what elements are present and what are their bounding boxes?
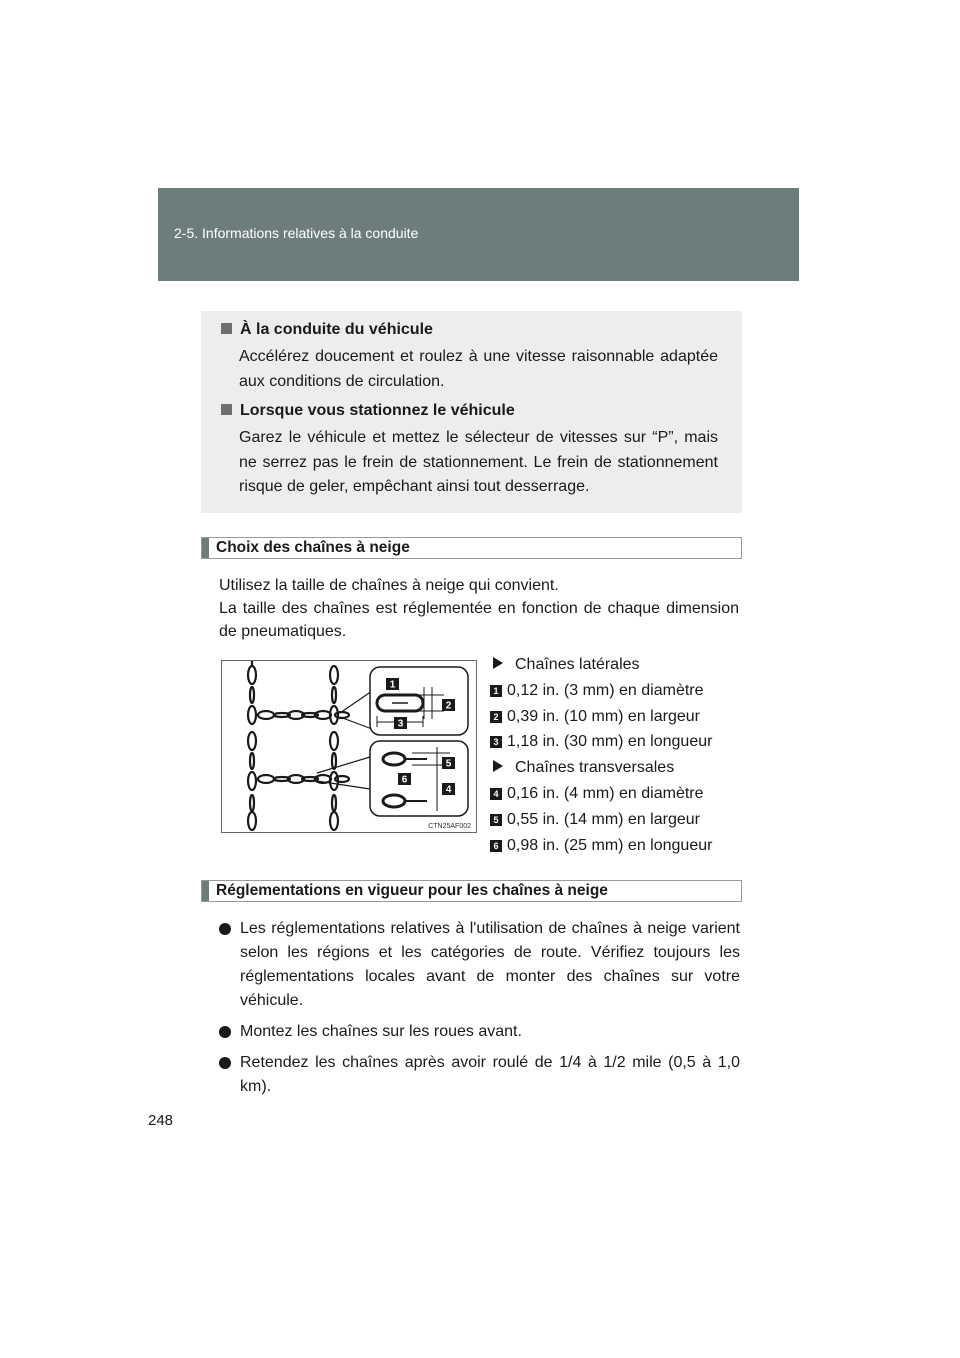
svg-text:4: 4 xyxy=(445,784,452,796)
info-text: Garez le véhicule et mettez le sélecteur de vitesses sur “P”, mais ne serrez pas le frein de stationnement. Le frein de stationnement risque de geler, empêchant ainsi tout desserrage. xyxy=(239,429,718,495)
intro-line-2: La taille des chaînes est réglementée en fonction de chaque dimension de pneumatiques. xyxy=(219,600,739,640)
spec-heading-text: Chaînes latérales xyxy=(515,656,640,673)
bullet-item xyxy=(219,917,740,1013)
bullet-item xyxy=(219,1051,740,1099)
spec-heading-side xyxy=(490,656,750,682)
number-badge: 3 xyxy=(490,736,502,748)
intro-line-1: Utilisez la taille de chaînes à neige qui convient. xyxy=(219,577,559,594)
figure-code: CTN25AF002 xyxy=(428,823,471,830)
triangle-bullet-icon xyxy=(493,657,503,669)
spec-list xyxy=(490,656,750,862)
round-bullet-icon xyxy=(219,1026,231,1038)
number-badge: 5 xyxy=(490,814,502,826)
cross-chain-bottom xyxy=(258,775,349,783)
svg-text:2: 2 xyxy=(445,700,452,712)
bullet-text: Montez les chaînes sur les roues avant. xyxy=(240,1023,522,1040)
spec-item xyxy=(490,837,750,863)
bullet-text: Retendez les chaînes après avoir roulé de 1/4 à 1/2 mile (0,5 à 1,0 km). xyxy=(240,1054,740,1095)
section-accent xyxy=(202,881,209,901)
square-bullet-icon xyxy=(221,404,232,415)
spec-item xyxy=(490,682,750,708)
section-header-band xyxy=(158,188,799,281)
info-heading xyxy=(221,402,718,420)
section-title-bar-regulations xyxy=(201,880,742,902)
regulation-bullets xyxy=(219,917,740,1106)
round-bullet-icon xyxy=(219,923,231,935)
info-box xyxy=(201,311,742,513)
spec-text: 0,98 in. (25 mm) en longueur xyxy=(507,836,713,854)
section-header-title: 2-5. Informations relatives à la conduite xyxy=(174,225,419,241)
section-title-bar-chains xyxy=(201,537,742,559)
cross-chain-top xyxy=(258,711,349,719)
bullet-text: Les réglementations relatives à l'utilisation de chaînes à neige varient selon les régions et les catégories de route. Vérifiez toujours les réglementations locales avant de monter des chaînes sur votre véhicule. xyxy=(240,920,740,1009)
info-item-driving xyxy=(221,321,718,394)
svg-text:3: 3 xyxy=(397,718,404,730)
spec-text: 0,16 in. (4 mm) en diamètre xyxy=(507,784,704,802)
info-text: Accélérez doucement et roulez à une vitesse raisonnable adaptée aux conditions de circulation. xyxy=(239,348,718,390)
number-badge: 6 xyxy=(490,840,502,852)
snow-chain-figure xyxy=(221,660,477,833)
number-badge: 2 xyxy=(490,711,502,723)
round-bullet-icon xyxy=(219,1057,231,1069)
svg-text:6: 6 xyxy=(401,774,408,786)
svg-text:1: 1 xyxy=(389,679,396,691)
info-heading-text: À la conduite du véhicule xyxy=(240,321,433,338)
info-heading xyxy=(221,321,718,339)
spec-item xyxy=(490,733,750,759)
info-item-parking xyxy=(221,402,718,500)
square-bullet-icon xyxy=(221,323,232,334)
snow-chain-illustration xyxy=(222,661,476,832)
section-title: Choix des chaînes à neige xyxy=(216,539,410,556)
bullet-item xyxy=(219,1020,740,1044)
spec-text: 0,12 in. (3 mm) en diamètre xyxy=(507,681,704,699)
page-number: 248 xyxy=(148,1112,174,1129)
spec-text: 0,39 in. (10 mm) en largeur xyxy=(507,707,700,725)
spec-item xyxy=(490,708,750,734)
svg-text:5: 5 xyxy=(445,758,452,770)
chain-right xyxy=(330,666,338,830)
triangle-bullet-icon xyxy=(493,760,503,772)
spec-item xyxy=(490,785,750,811)
chain-left xyxy=(248,661,256,830)
info-heading-text: Lorsque vous stationnez le véhicule xyxy=(240,402,515,419)
spec-text: 0,55 in. (14 mm) en largeur xyxy=(507,810,700,828)
spec-item xyxy=(490,811,750,837)
spec-heading-text: Chaînes transversales xyxy=(515,759,675,777)
number-badge: 1 xyxy=(490,685,502,697)
spec-heading-cross xyxy=(490,759,750,785)
section-title: Réglementations en vigueur pour les chaînes à neige xyxy=(216,882,608,899)
number-badge: 4 xyxy=(490,788,502,800)
section-accent xyxy=(202,538,209,558)
spec-text: 1,18 in. (30 mm) en longueur xyxy=(507,733,713,751)
